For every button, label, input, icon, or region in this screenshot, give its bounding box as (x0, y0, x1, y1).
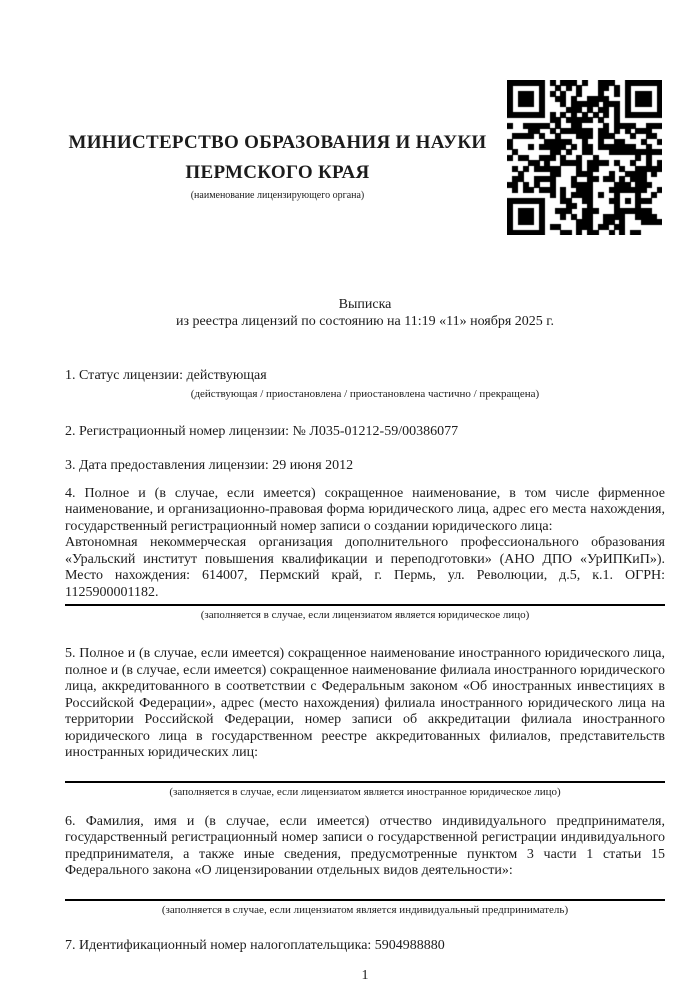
item-registration-number: 2. Регистрационный номер лицензии: № Л035-01212-59/00386077 (65, 423, 459, 439)
item-legal-entity-text: 4. Полное и (в случае, если имеется) сокращенное наименование, в том числе фирменное наименование, и организационно-правовая форма юридического лица, адрес его места нахождения, государственный регистрационный номер записи о создании юридического лица: (65, 485, 665, 534)
item-license-status (65, 368, 665, 401)
fill-line (65, 604, 665, 606)
item-individual-entrepreneur-caption: (заполняется в случае, если лицензиатом является индивидуальный предприниматель) (161, 903, 569, 916)
ministry-name-line2: ПЕРМСКОГО КРАЯ (185, 162, 370, 183)
fill-line (65, 899, 665, 901)
document-title (65, 296, 665, 330)
item-legal-entity-caption: (заполняется в случае, если лицензиатом является юридическое лицо) (200, 609, 530, 621)
item-foreign-legal-entity-text: 5. Полное и (в случае, если имеется) сокращенное наименование иностранного юридического лица, полное и (в случае, если имеется) сокращенное наименование филиала иностранного юридического лица, аккредитованного в соответствии с Федеральным законом «Об иностранных инвестициях в Российской Федерации», адрес (место нахождения) филиала иностранного юридического лица на территории Российской Федерации, номер записи об аккредитации филиала иностранного юридического лица в государственном реестре аккредитованных филиалов, представительств иностранных юридических лиц: (65, 646, 665, 760)
ministry-name-line1: МИНИСТЕРСТВО ОБРАЗОВАНИЯ И НАУКИ (68, 132, 487, 153)
item-foreign-legal-entity-caption: (заполняется в случае, если лицензиатом является иностранное юридическое лицо) (169, 785, 561, 798)
item-legal-entity (65, 486, 665, 623)
qr-code-icon (507, 80, 662, 235)
document-body (65, 296, 665, 985)
item-individual-entrepreneur (65, 814, 665, 917)
item-license-status-variants-caption: (действующая / приостановлена / приостановлена частично / прекращена) (190, 387, 540, 400)
item-foreign-legal-entity (65, 646, 665, 799)
item-taxpayer-number: 7. Идентификационный номер налогоплательщика: 5904988880 (65, 937, 445, 953)
item-license-status-text: 1. Статус лицензии: действующая (65, 368, 267, 383)
document-title-line2: из реестра лицензий по состоянию на 11:19 «11» ноября 2025 г. (176, 314, 554, 329)
item-individual-entrepreneur-text: 6. Фамилия, имя и (в случае, если имеется) отчество индивидуального предпринимателя, государственный регистрационный номер записи о государственной регистрации индивидуального предпринимателя, а также иные сведения, предусмотренные пунктом 3 части 1 статьи 15 Федерального закона «О лицензировании отдельных видов деятельности»: (65, 813, 665, 878)
page-number: 1 (361, 968, 369, 983)
item-license-grant-date: 3. Дата предоставления лицензии: 29 июня 2012 (65, 458, 354, 473)
licensing-authority-header (60, 128, 495, 201)
document-title-line1: Выписка (338, 297, 392, 312)
ministry-caption: (наименование лицензирующего органа) (190, 190, 365, 201)
fill-line (65, 781, 665, 783)
item-legal-entity-value: Автономная некоммерческая организация дополнительного профессионального образования «Уральский институт повышения квалификации и переподготовки» (АНО ДПО «УрИПКиП»). Место нахождения: 614007, Пермский край, г. Пермь, ул. Революции, д.5, к.1. ОГРН: 1125900001182. (65, 535, 665, 600)
